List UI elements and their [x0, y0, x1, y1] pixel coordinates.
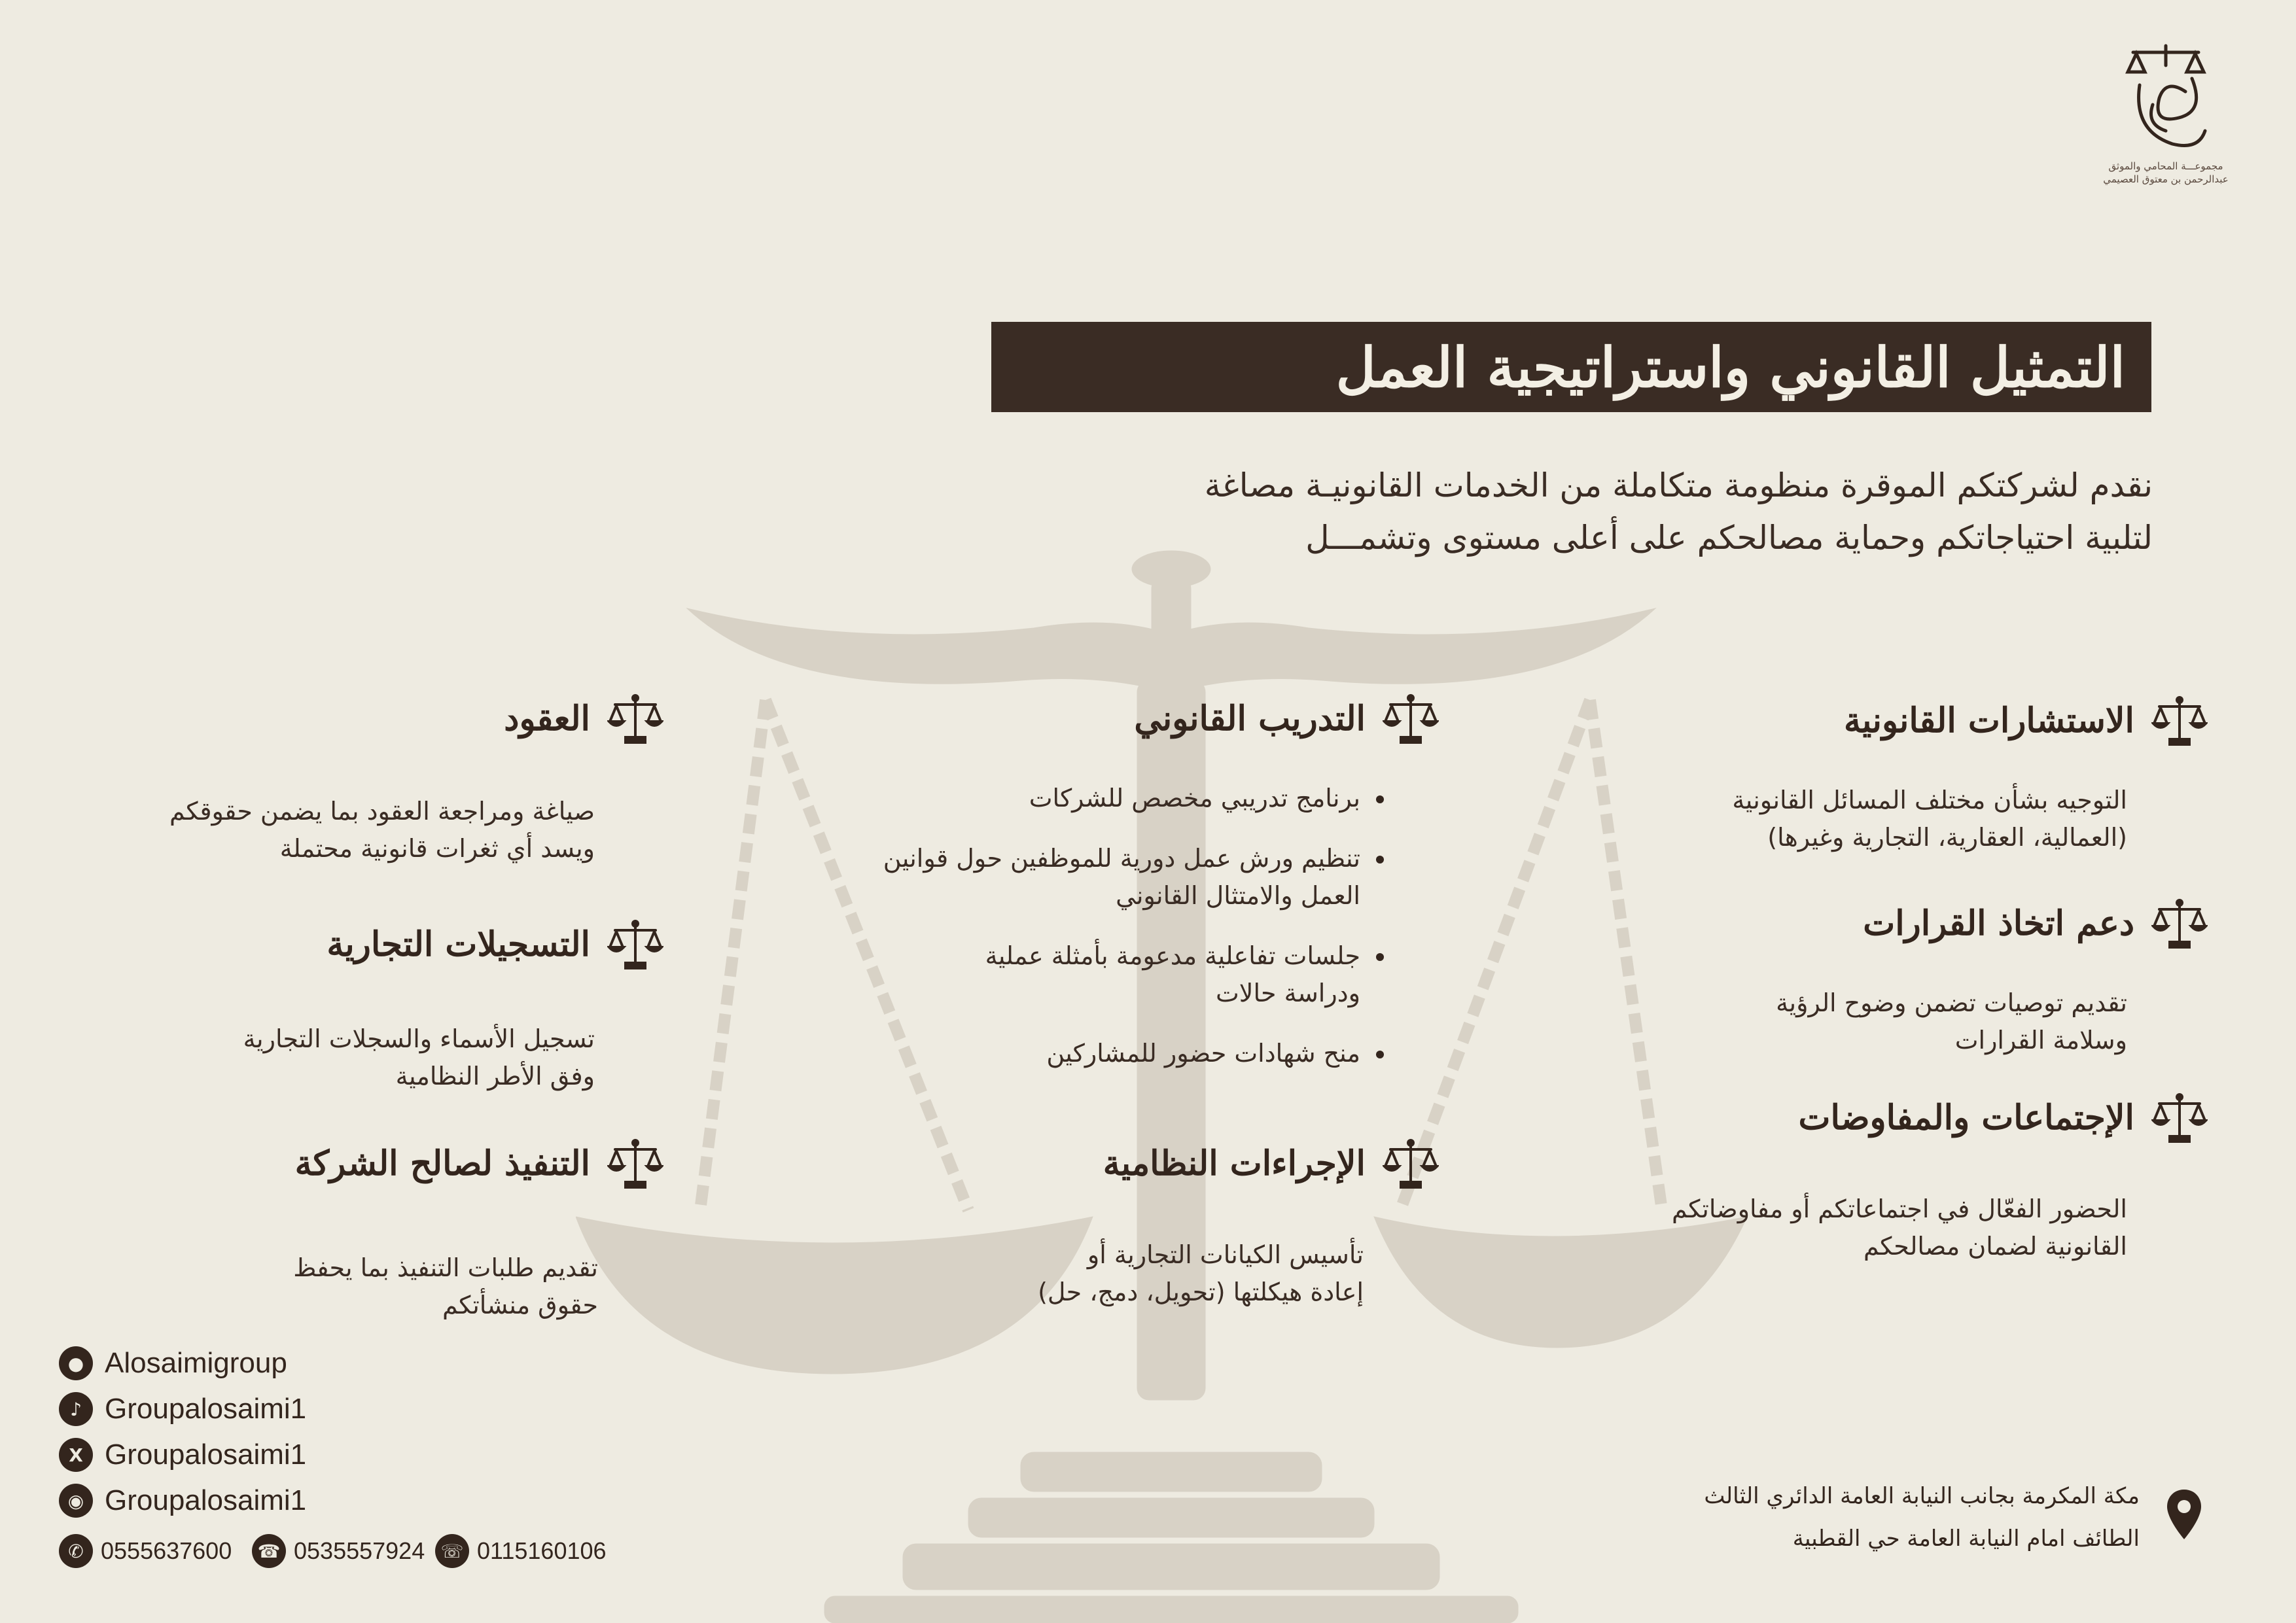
- bullet-line: برنامج تدريبي مخصص للشركات: [1029, 784, 1360, 812]
- instagram-handle[interactable]: Groupalosaimi1: [105, 1484, 307, 1516]
- section-registrations-body: [243, 1021, 595, 1095]
- x-handle[interactable]: Groupalosaimi1: [105, 1439, 307, 1471]
- mobile-contact[interactable]: [59, 1534, 232, 1568]
- mobile-number[interactable]: 0555637600: [101, 1537, 232, 1564]
- section-consultations-body: [1732, 782, 2127, 856]
- body-line: تقديم طلبات التنفيذ بما يحفظ: [293, 1253, 598, 1282]
- bullet-line: ودراسة حالات: [1216, 979, 1360, 1007]
- snapchat-handle[interactable]: Alosaimigroup: [105, 1347, 287, 1379]
- section-procedures-body: [1038, 1236, 1364, 1311]
- instagram-icon: ◉: [59, 1484, 93, 1518]
- bullet-line: جلسات تفاعلية مدعومة بأمثلة عملية: [985, 941, 1360, 970]
- body-line: صياغة ومراجعة العقود بما يضمن حقوقكم: [169, 797, 595, 826]
- section-title: العقود: [504, 698, 590, 739]
- body-line: حقوق منشأتكم: [442, 1291, 598, 1319]
- section-contracts-body: [169, 793, 595, 867]
- tiktok-handle[interactable]: Groupalosaimi1: [105, 1393, 307, 1425]
- section-enforcement-header: [295, 1135, 663, 1191]
- intro-line-2: لتلبية احتياجاتكم وحماية مصالحكم على أعلى مستوى وتشمـــل: [1305, 519, 2153, 557]
- body-line: القانونية لضمان مصالحكم: [1863, 1232, 2127, 1261]
- address-line-1: مكة المكرمة بجانب النيابة العامة الدائري الثالث: [1704, 1483, 2140, 1509]
- bullet-line: منح شهادات حضور للمشاركين: [1046, 1039, 1360, 1068]
- body-line: (العمالية، العقارية، التجارية وغيرها): [1767, 823, 2127, 852]
- body-line: تقديم توصيات تضمن وضوح الرؤية: [1776, 988, 2127, 1017]
- snapchat-contact[interactable]: [59, 1346, 287, 1380]
- instagram-contact[interactable]: [59, 1484, 306, 1518]
- section-title: الإجتماعات والمفاوضات: [1798, 1097, 2134, 1138]
- section-title: التنفيذ لصالح الشركة: [294, 1143, 590, 1183]
- intro-line-1: نقدم لشركتكم الموقرة منظومة متكاملة من الخدمات القانونيـة مصاغة: [1204, 466, 2153, 504]
- logo-line-2: عبدالرحمن بن معتوق العصيمي: [2103, 173, 2229, 185]
- snapchat-icon: ●: [59, 1346, 93, 1380]
- landline-number[interactable]: 0115160106: [477, 1537, 607, 1564]
- bullet-line: العمل والامتثال القانوني: [1116, 881, 1360, 910]
- body-line: وسلامة القرارات: [1954, 1026, 2127, 1055]
- whatsapp-number[interactable]: 0535557924: [294, 1537, 425, 1564]
- section-title: الإجراءات النظامية: [1103, 1143, 1366, 1183]
- section-procedures-header: [1103, 1135, 1439, 1191]
- body-line: التوجيه بشأن مختلف المسائل القانونية: [1732, 786, 2127, 814]
- scale-icon: [607, 1135, 663, 1191]
- list-item: [883, 937, 1386, 1012]
- section-decision-body: [1776, 985, 2127, 1059]
- phone-icon: ✆: [59, 1534, 93, 1568]
- bullet-line: تنظيم ورش عمل دورية للموظفين حول قوانين: [883, 844, 1360, 873]
- title-band: [991, 322, 2151, 412]
- intro-paragraph: [851, 459, 2153, 564]
- body-line: ويسد أي ثغرات قانونية محتملة: [279, 834, 595, 863]
- x-contact[interactable]: [59, 1438, 306, 1472]
- x-icon: X: [59, 1438, 93, 1472]
- page-title: التمثيل القانوني واستراتيجية العمل: [1335, 334, 2125, 400]
- body-line: وفق الأطر النظامية: [395, 1062, 595, 1091]
- section-consultations-header: [1844, 692, 2208, 748]
- section-registrations-header: [327, 916, 663, 972]
- telephone-icon: ☏: [435, 1534, 469, 1568]
- tiktok-contact[interactable]: [59, 1392, 306, 1426]
- body-line: الحضور الفعّال في اجتماعاتكم أو مفاوضاتكم: [1672, 1195, 2127, 1223]
- brand-logo: [2087, 39, 2244, 229]
- scale-icon: [607, 690, 663, 746]
- whatsapp-icon: ☎: [252, 1534, 286, 1568]
- section-meetings-header: [1799, 1089, 2208, 1145]
- section-title: التدريب القانوني: [1134, 698, 1366, 739]
- section-contracts-header: [504, 690, 663, 746]
- list-item: [883, 1035, 1386, 1072]
- section-meetings-body: [1672, 1191, 2127, 1265]
- scale-icon: [2151, 1089, 2208, 1145]
- list-item: [883, 780, 1386, 817]
- address-line-2: الطائف امام النيابة العامة حي القطبية: [1792, 1526, 2140, 1552]
- scale-icon: [2151, 895, 2208, 951]
- scale-icon: [1383, 690, 1439, 746]
- training-bullet-list: [883, 780, 1386, 1072]
- section-title: التسجيلات التجارية: [327, 924, 590, 964]
- scale-icon: [1383, 1135, 1439, 1191]
- landline-contact[interactable]: [435, 1534, 607, 1568]
- whatsapp-contact[interactable]: [252, 1534, 425, 1568]
- section-decision-header: [1863, 895, 2208, 951]
- scale-icon: [607, 916, 663, 972]
- logo-mark-icon: [2113, 39, 2218, 157]
- location-pin-icon: [2166, 1488, 2202, 1541]
- body-line: تسجيل الأسماء والسجلات التجارية: [243, 1024, 595, 1053]
- section-enforcement-body: [293, 1249, 598, 1324]
- section-training-header: [1134, 690, 1439, 746]
- body-line: تأسيس الكيانات التجارية أو: [1087, 1240, 1364, 1269]
- section-title: الاستشارات القانونية: [1843, 700, 2134, 741]
- scale-icon: [2151, 692, 2208, 748]
- tiktok-icon: ♪: [59, 1392, 93, 1426]
- address-block: [1597, 1475, 2140, 1560]
- section-title: دعم اتخاذ القرارات: [1863, 903, 2134, 943]
- list-item: [883, 840, 1386, 915]
- body-line: إعادة هيكلتها (تحويل، دمج، حل): [1038, 1278, 1364, 1306]
- logo-line-1: مجموعـــة المحامي والموثق: [2108, 160, 2223, 172]
